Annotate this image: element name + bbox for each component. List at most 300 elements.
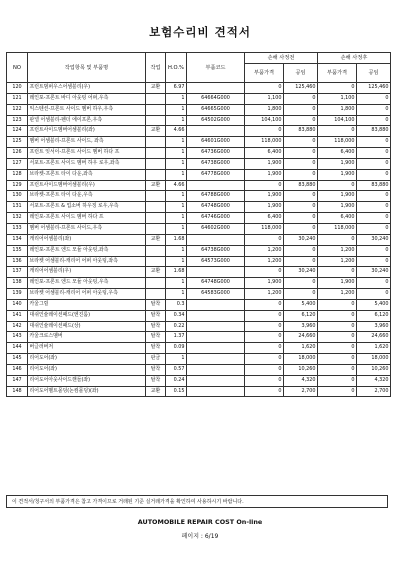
labor-before: 0 [284, 169, 318, 180]
work-type [146, 213, 166, 224]
header-labor-after: 공임 [357, 64, 391, 83]
work-type: 교환 [146, 83, 166, 94]
work-type [146, 169, 166, 180]
parts-price-before: 1,900 [245, 278, 284, 289]
parts-price-before: 0 [245, 180, 284, 191]
item-name: 레인포-프론트 엔드 모듈 아웃팅,우측 [28, 278, 146, 289]
part-code [187, 386, 245, 397]
parts-price-after: 1,900 [318, 191, 357, 202]
parts-price-after: 0 [318, 386, 357, 397]
labor-after: 4,320 [357, 375, 391, 386]
parts-price-after: 118,000 [318, 223, 357, 234]
hos-value: 1 [166, 202, 187, 213]
table-row [7, 202, 391, 213]
labor-after: 0 [357, 104, 391, 115]
table-row [7, 234, 391, 245]
parts-price-after: 1,800 [318, 104, 357, 115]
parts-price-after: 1,900 [318, 202, 357, 213]
table-row [7, 180, 391, 191]
estimate-table [6, 52, 391, 397]
part-code: 64736G000 [187, 148, 245, 159]
part-code [187, 310, 245, 321]
work-type: 탈착 [146, 375, 166, 386]
labor-after: 30,240 [357, 234, 391, 245]
parts-price-after: 118,000 [318, 137, 357, 148]
parts-price-after: 0 [318, 299, 357, 310]
parts-price-after: 104,100 [318, 115, 357, 126]
parts-price-before: 0 [245, 310, 284, 321]
parts-price-after: 0 [318, 343, 357, 354]
labor-before: 0 [284, 256, 318, 267]
row-no: 128 [7, 169, 28, 180]
parts-price-before: 1,200 [245, 289, 284, 300]
part-code [187, 354, 245, 365]
parts-price-after: 1,900 [318, 158, 357, 169]
row-no: 134 [7, 234, 28, 245]
work-type [146, 104, 166, 115]
labor-before: 30,240 [284, 234, 318, 245]
table-row [7, 137, 391, 148]
parts-price-after: 1,100 [318, 93, 357, 104]
parts-price-after: 1,900 [318, 278, 357, 289]
row-no: 129 [7, 180, 28, 191]
work-type: 교환 [146, 267, 166, 278]
table-row [7, 158, 391, 169]
table-row [7, 289, 391, 300]
part-code: 64788G000 [187, 191, 245, 202]
parts-price-before: 0 [245, 234, 284, 245]
header-after-adjustment: 손해 사정후 [318, 53, 391, 64]
parts-price-before: 0 [245, 321, 284, 332]
labor-before: 0 [284, 104, 318, 115]
item-name: 레인포-프론트 사이드 멤버 하다 프 [28, 213, 146, 224]
work-type: 탈착 [146, 332, 166, 343]
part-code [187, 234, 245, 245]
row-no: 133 [7, 223, 28, 234]
labor-before: 0 [284, 202, 318, 213]
table-row [7, 245, 391, 256]
item-name: 리어도어(좌) [28, 364, 146, 375]
labor-before: 5,400 [284, 299, 318, 310]
work-type: 탈착 [146, 343, 166, 354]
parts-price-before: 0 [245, 354, 284, 365]
part-code: 64602G000 [187, 223, 245, 234]
work-type [146, 191, 166, 202]
parts-price-before: 1,200 [245, 245, 284, 256]
parts-price-before: 1,800 [245, 104, 284, 115]
labor-after: 6,120 [357, 310, 391, 321]
parts-price-after: 1,200 [318, 289, 357, 300]
parts-price-after: 6,400 [318, 213, 357, 224]
part-code [187, 364, 245, 375]
part-code: 64748G000 [187, 202, 245, 213]
row-no: 139 [7, 289, 28, 300]
item-name: 브라켓-프론트 타이 다운,좌측 [28, 169, 146, 180]
parts-price-after: 0 [318, 364, 357, 375]
labor-after: 0 [357, 202, 391, 213]
work-type: 교환 [146, 126, 166, 137]
hos-value: 1 [166, 104, 187, 115]
work-type [146, 137, 166, 148]
hos-value: 1 [166, 354, 187, 365]
part-code: 64664G000 [187, 93, 245, 104]
parts-price-before: 0 [245, 299, 284, 310]
labor-before: 0 [284, 245, 318, 256]
item-name: 브라켓 어셈블리-캐리어 어퍼 아웃팅,우측 [28, 289, 146, 300]
labor-before: 0 [284, 289, 318, 300]
table-row [7, 148, 391, 159]
header-hos: H.O.% [166, 53, 187, 83]
parts-price-before: 0 [245, 375, 284, 386]
item-name: 판넬 어셈블리-펜더 에이프론,우측 [28, 115, 146, 126]
row-no: 126 [7, 148, 28, 159]
hos-value: 4.66 [166, 180, 187, 191]
hos-value: 0.57 [166, 364, 187, 375]
labor-before: 83,880 [284, 180, 318, 191]
labor-after: 0 [357, 93, 391, 104]
part-code [187, 332, 245, 343]
hos-value: 0.3 [166, 299, 187, 310]
part-code [187, 267, 245, 278]
parts-price-after: 0 [318, 180, 357, 191]
labor-after: 0 [357, 278, 391, 289]
table-row [7, 104, 391, 115]
part-code: 64665G000 [187, 104, 245, 115]
work-type [146, 115, 166, 126]
parts-price-before: 1,100 [245, 93, 284, 104]
part-code: 64738G000 [187, 158, 245, 169]
row-no: 131 [7, 202, 28, 213]
hos-value: 0.09 [166, 343, 187, 354]
labor-after: 24,660 [357, 332, 391, 343]
row-no: 141 [7, 310, 28, 321]
item-name: 캐리어어셈블리(우) [28, 267, 146, 278]
work-type [146, 202, 166, 213]
parts-price-before: 1,900 [245, 158, 284, 169]
hos-value: 1 [166, 93, 187, 104]
item-name: 리어도어아웃사이드핸들(좌) [28, 375, 146, 386]
work-type: 교환 [146, 180, 166, 191]
table-row [7, 386, 391, 397]
header-labor-before: 공임 [284, 64, 318, 83]
table-row [7, 223, 391, 234]
table-row [7, 332, 391, 343]
work-type [146, 148, 166, 159]
item-name: 대쉬인슐레이션패드(상) [28, 321, 146, 332]
parts-price-before: 0 [245, 126, 284, 137]
work-type: 교환 [146, 386, 166, 397]
row-no: 138 [7, 278, 28, 289]
hos-value: 1 [166, 223, 187, 234]
part-code: 64583G000 [187, 289, 245, 300]
labor-before: 2,700 [284, 386, 318, 397]
table-row [7, 267, 391, 278]
row-no: 120 [7, 83, 28, 94]
part-code [187, 180, 245, 191]
part-code [187, 321, 245, 332]
header-work: 작업 [146, 53, 166, 83]
parts-price-before: 0 [245, 364, 284, 375]
row-no: 125 [7, 137, 28, 148]
labor-after: 0 [357, 245, 391, 256]
part-code: 64778G000 [187, 169, 245, 180]
labor-before: 0 [284, 158, 318, 169]
hos-value: 1 [166, 115, 187, 126]
work-type [146, 289, 166, 300]
parts-price-after: 0 [318, 332, 357, 343]
part-code: 64738G000 [187, 245, 245, 256]
row-no: 122 [7, 104, 28, 115]
table-row [7, 191, 391, 202]
part-code: 64748G000 [187, 278, 245, 289]
row-no: 147 [7, 375, 28, 386]
work-type [146, 93, 166, 104]
labor-after: 18,000 [357, 354, 391, 365]
footer-brand: AUTOMOBILE REPAIR COST On-line [137, 518, 263, 526]
header-before-adjustment: 손해 사정전 [245, 53, 318, 64]
labor-before: 125,460 [284, 83, 318, 94]
labor-after: 3,960 [357, 321, 391, 332]
table-row [7, 278, 391, 289]
parts-price-before: 0 [245, 83, 284, 94]
part-code [187, 83, 245, 94]
parts-price-before: 104,100 [245, 115, 284, 126]
disclaimer-note: 이 견적서/청구서의 부품가격은 참고 가격이므로 거래된 기준 실거래가격을 확인하여 사용하시기 바랍니다. [6, 495, 388, 508]
row-no: 124 [7, 126, 28, 137]
table-row [7, 343, 391, 354]
parts-price-before: 0 [245, 343, 284, 354]
table-row [7, 354, 391, 365]
row-no: 123 [7, 115, 28, 126]
row-no: 144 [7, 343, 28, 354]
labor-before: 0 [284, 278, 318, 289]
document-title: 보험수리비 견적서 [149, 25, 251, 39]
work-type: 탈착 [146, 321, 166, 332]
hos-value: 1 [166, 148, 187, 159]
hos-value: 1 [166, 245, 187, 256]
table-row [7, 256, 391, 267]
table-row [7, 364, 391, 375]
parts-price-after: 0 [318, 310, 357, 321]
item-name: 레인포-프론트 엔드 모듈 아웃팅,좌측 [28, 245, 146, 256]
labor-before: 83,880 [284, 126, 318, 137]
parts-price-before: 6,400 [245, 213, 284, 224]
hos-value: 0.15 [166, 386, 187, 397]
labor-before: 10,260 [284, 364, 318, 375]
work-type [146, 245, 166, 256]
labor-before: 24,660 [284, 332, 318, 343]
labor-after: 0 [357, 115, 391, 126]
labor-after: 10,260 [357, 364, 391, 375]
part-code [187, 375, 245, 386]
labor-before: 0 [284, 148, 318, 159]
labor-before: 6,120 [284, 310, 318, 321]
part-code [187, 126, 245, 137]
item-name: 멤버 어셈블리-프론트 사이드, 좌측 [28, 137, 146, 148]
item-name: 리어도어(좌) [28, 354, 146, 365]
table-row [7, 83, 391, 94]
hos-value: 1 [166, 137, 187, 148]
part-code [187, 343, 245, 354]
labor-before: 30,240 [284, 267, 318, 278]
item-name: 카울그릴 [28, 299, 146, 310]
row-no: 143 [7, 332, 28, 343]
labor-before: 0 [284, 191, 318, 202]
parts-price-after: 0 [318, 83, 357, 94]
work-type [146, 256, 166, 267]
labor-before: 1,620 [284, 343, 318, 354]
hos-value: 1 [166, 213, 187, 224]
work-type [146, 158, 166, 169]
parts-price-after: 0 [318, 126, 357, 137]
item-name: 멤버 어셈블리-프론트 사이드,우측 [28, 223, 146, 234]
hos-value: 6.97 [166, 83, 187, 94]
labor-after: 30,240 [357, 267, 391, 278]
labor-before: 3,960 [284, 321, 318, 332]
table-row [7, 321, 391, 332]
item-name: 브라켓 어셈블리-캐리어 어퍼 아웃팅,좌측 [28, 256, 146, 267]
table-row [7, 375, 391, 386]
item-name: 익스텐션-프론트 사이드 멤버 하우,우측 [28, 104, 146, 115]
part-code: 64746G000 [187, 213, 245, 224]
item-name: 프런트사이드멤버어셈블리(우) [28, 180, 146, 191]
labor-after: 0 [357, 191, 391, 202]
table-row [7, 115, 391, 126]
parts-price-after: 6,400 [318, 148, 357, 159]
hos-value: 0.34 [166, 310, 187, 321]
row-no: 148 [7, 386, 28, 397]
work-type: 탈착 [146, 299, 166, 310]
hos-value: 1 [166, 191, 187, 202]
labor-after: 0 [357, 148, 391, 159]
table-row [7, 213, 391, 224]
hos-value: 1.68 [166, 267, 187, 278]
estimate-rows [7, 83, 391, 397]
labor-after: 0 [357, 213, 391, 224]
item-name: 서포트-프론트 사이드 멤버 하우 로우,좌측 [28, 158, 146, 169]
labor-before: 4,320 [284, 375, 318, 386]
row-no: 136 [7, 256, 28, 267]
row-no: 127 [7, 158, 28, 169]
table-row [7, 310, 391, 321]
labor-after: 83,880 [357, 126, 391, 137]
item-name: 카울크로스멤버 [28, 332, 146, 343]
labor-after: 1,620 [357, 343, 391, 354]
parts-price-after: 0 [318, 267, 357, 278]
item-name: 프런트 잇서이-프론트 사이드 멤버 하다 프 [28, 148, 146, 159]
labor-after: 0 [357, 223, 391, 234]
table-row [7, 169, 391, 180]
parts-price-after: 0 [318, 375, 357, 386]
header-parts-price-before: 부품가격 [245, 64, 284, 83]
parts-price-before: 118,000 [245, 223, 284, 234]
labor-after: 2,700 [357, 386, 391, 397]
table-row [7, 299, 391, 310]
header-parts-price-after: 부품가격 [318, 64, 357, 83]
parts-price-before: 1,200 [245, 256, 284, 267]
parts-price-before: 0 [245, 332, 284, 343]
item-name: 리어도어벨트몰딩(논컴몰딩)(좌) [28, 386, 146, 397]
hos-value: 1 [166, 256, 187, 267]
item-name: 캐리어어셈블리(좌) [28, 234, 146, 245]
row-no: 135 [7, 245, 28, 256]
header-no: NO [7, 53, 28, 83]
page-number: 페이지 : 6/19 [181, 533, 219, 540]
row-no: 140 [7, 299, 28, 310]
item-name: 프런트사이드멤버어셈블리(좌) [28, 126, 146, 137]
row-no: 137 [7, 267, 28, 278]
work-type: 교환 [146, 234, 166, 245]
parts-price-after: 0 [318, 354, 357, 365]
item-name: 브라켓-프론트 타이 다운,우측 [28, 191, 146, 202]
row-no: 132 [7, 213, 28, 224]
part-code: 64502G000 [187, 115, 245, 126]
parts-price-before: 1,900 [245, 169, 284, 180]
labor-after: 0 [357, 289, 391, 300]
hos-value: 1 [166, 169, 187, 180]
parts-price-after: 1,200 [318, 245, 357, 256]
hos-value: 0.22 [166, 321, 187, 332]
labor-before: 0 [284, 223, 318, 234]
table-row [7, 93, 391, 104]
parts-price-after: 1,200 [318, 256, 357, 267]
parts-price-before: 6,400 [245, 148, 284, 159]
row-no: 145 [7, 354, 28, 365]
work-type: 판금 [146, 354, 166, 365]
parts-price-before: 1,900 [245, 191, 284, 202]
hos-value: 4.66 [166, 126, 187, 137]
hos-value: 1 [166, 158, 187, 169]
labor-before: 0 [284, 213, 318, 224]
hos-value: 0.24 [166, 375, 187, 386]
labor-before: 0 [284, 93, 318, 104]
labor-after: 0 [357, 158, 391, 169]
labor-after: 125,460 [357, 83, 391, 94]
parts-price-before: 118,000 [245, 137, 284, 148]
row-no: 142 [7, 321, 28, 332]
item-name: 대쉬인슐레이션패드(엔진룸) [28, 310, 146, 321]
row-no: 121 [7, 93, 28, 104]
hos-value: 1 [166, 289, 187, 300]
parts-price-after: 0 [318, 234, 357, 245]
part-code: 64601G000 [187, 137, 245, 148]
item-name: 버글러버저 [28, 343, 146, 354]
labor-after: 83,880 [357, 180, 391, 191]
item-name: 서포트-프론트 & 업소버 하우징 로우,우측 [28, 202, 146, 213]
labor-before: 18,000 [284, 354, 318, 365]
header-item: 작업항목 및 부품명 [28, 53, 146, 83]
parts-price-before: 0 [245, 386, 284, 397]
labor-after: 0 [357, 169, 391, 180]
table-row [7, 126, 391, 137]
part-code [187, 299, 245, 310]
item-name: 프런트범퍼우스어셈블리(우) [28, 83, 146, 94]
labor-before: 0 [284, 137, 318, 148]
labor-after: 0 [357, 256, 391, 267]
work-type: 탈착 [146, 364, 166, 375]
hos-value: 1.37 [166, 332, 187, 343]
item-name: 레인포-프론트 바디 아웃팅 어퍼,우측 [28, 93, 146, 104]
hos-value: 1.68 [166, 234, 187, 245]
labor-after: 5,400 [357, 299, 391, 310]
part-code: 64573G000 [187, 256, 245, 267]
work-type [146, 278, 166, 289]
parts-price-after: 0 [318, 321, 357, 332]
labor-after: 0 [357, 137, 391, 148]
row-no: 146 [7, 364, 28, 375]
parts-price-before: 0 [245, 267, 284, 278]
header-part-code: 부품코드 [187, 53, 245, 83]
